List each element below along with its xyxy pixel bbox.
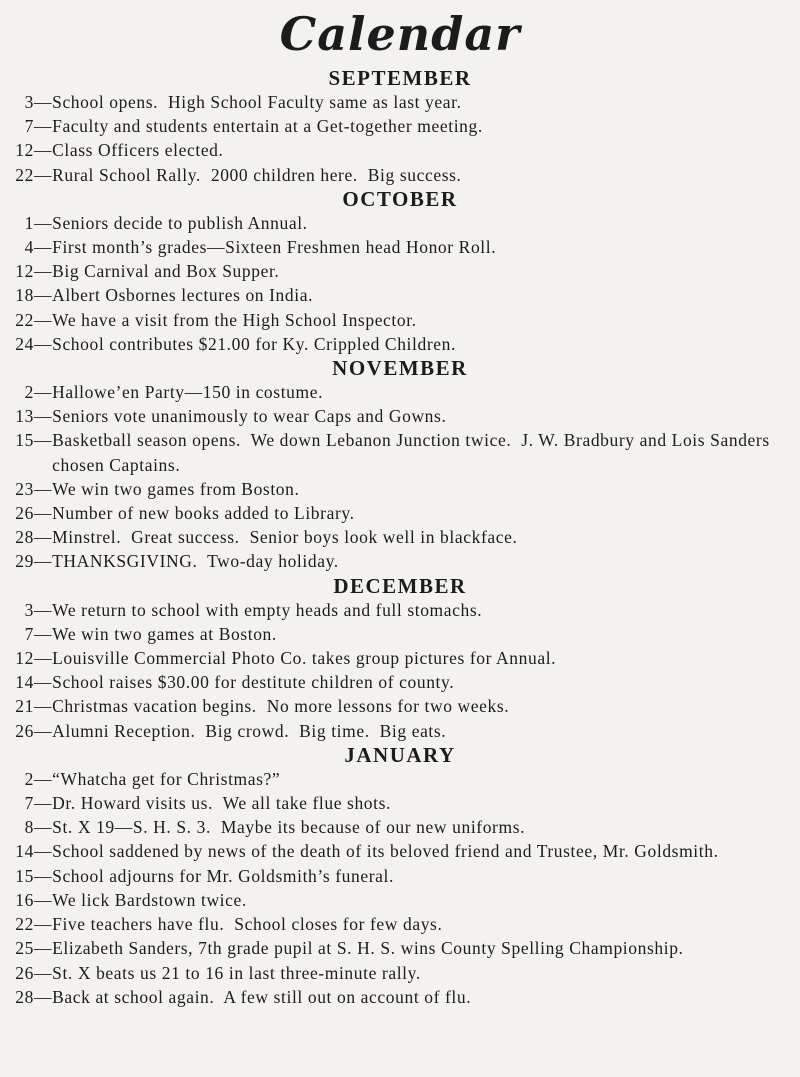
entry-dash: — — [34, 430, 53, 451]
entry-dash: — — [34, 768, 53, 789]
calendar-entry — [0, 936, 800, 960]
entry-text: We return to school with empty heads and full stomachs. — [52, 599, 483, 620]
entry-text: Elizabeth Sanders, 7th grade pupil at S. H. S. wins County Spelling Championship. — [52, 938, 684, 959]
entry-list — [0, 211, 800, 356]
entry-dash: — — [34, 938, 53, 959]
entry-list — [0, 767, 800, 1009]
entry-dash: — — [34, 648, 53, 669]
entry-day: 13 — [15, 406, 34, 427]
calendar-entry — [0, 694, 800, 718]
entry-text: School opens. High School Faculty same as last year. — [52, 92, 462, 112]
entry-text: We win two games at Boston. — [52, 623, 277, 644]
calendar-entry — [0, 767, 800, 791]
entry-day: 4 — [24, 237, 34, 258]
entry-dash: — — [34, 478, 53, 499]
entry-dash: — — [34, 140, 53, 161]
entry-day: 24 — [15, 333, 34, 354]
entry-day: 16 — [15, 889, 34, 910]
calendar-entry — [0, 283, 800, 307]
entry-day: 29 — [15, 551, 34, 572]
calendar-entry — [0, 308, 800, 332]
entry-dash: — — [34, 503, 53, 524]
entry-text: Basketball season opens. We down Lebanon Junction twice. J. W. Bradbury and Lois Sanders chosen Captains. — [52, 430, 775, 475]
entry-dash: — — [34, 551, 53, 572]
entry-day: 26 — [15, 720, 34, 741]
month-section-november — [0, 356, 800, 574]
entry-text: Alumni Reception. Big crowd. Big time. Big eats. — [52, 720, 447, 741]
entry-text: Seniors decide to publish Annual. — [52, 212, 308, 233]
calendar-entry — [0, 961, 800, 985]
calendar-entry — [0, 90, 800, 114]
entry-day: 21 — [15, 696, 34, 717]
entry-text: Hallowe’en Party—150 in costume. — [52, 382, 324, 403]
entry-dash: — — [34, 261, 53, 282]
calendar-entry — [0, 985, 800, 1009]
month-heading: JANUARY — [344, 742, 456, 767]
calendar-entry — [0, 235, 800, 259]
entry-dash: — — [34, 672, 53, 693]
entry-day: 18 — [15, 285, 34, 306]
entry-text: First month’s grades—Sixteen Freshmen head Honor Roll. — [52, 237, 497, 258]
entry-list — [0, 598, 800, 743]
entry-text: We have a visit from the High School Inspector. — [52, 309, 417, 330]
calendar-entry — [0, 646, 800, 670]
entry-text: School saddened by news of the death of its beloved friend and Trustee, Mr. Goldsmith. — [52, 841, 719, 862]
calendar-entry — [0, 815, 800, 839]
calendar-entry — [0, 163, 800, 187]
entry-day: 15 — [15, 430, 34, 451]
month-heading: OCTOBER — [342, 186, 458, 211]
entry-day: 1 — [24, 212, 34, 233]
entry-text: Seniors vote unanimously to wear Caps and Gowns. — [52, 406, 447, 427]
entry-list — [0, 380, 800, 574]
entry-day: 7 — [24, 116, 34, 137]
entry-day: 2 — [24, 382, 34, 403]
entry-text: St. X beats us 21 to 16 in last three-minute rally. — [52, 962, 421, 983]
calendar-entry — [0, 549, 800, 573]
calendar-entry — [0, 428, 800, 476]
entry-text: Faculty and students entertain at a Get-together meeting. — [52, 116, 483, 137]
month-section-october — [0, 187, 800, 356]
entry-dash: — — [34, 382, 53, 403]
entry-day: 15 — [15, 865, 34, 886]
page-title: Calendar — [279, 7, 521, 61]
entry-list — [0, 90, 800, 187]
entry-dash: — — [34, 527, 53, 548]
entry-day: 26 — [15, 503, 34, 524]
calendar-entry — [0, 839, 800, 863]
entry-text: St. X 19—S. H. S. 3. Maybe its because of our new uniforms. — [52, 817, 526, 838]
entry-dash: — — [34, 623, 53, 644]
entry-dash: — — [34, 865, 53, 886]
entry-day: 22 — [15, 309, 34, 330]
entry-text: Five teachers have flu. School closes for few days. — [52, 914, 443, 935]
calendar-entry — [0, 888, 800, 912]
entry-dash: — — [34, 92, 53, 112]
calendar-entry — [0, 259, 800, 283]
entry-dash: — — [34, 599, 53, 620]
entry-day: 14 — [15, 841, 34, 862]
entry-day: 28 — [15, 986, 34, 1007]
entry-text: Class Officers elected. — [52, 140, 224, 161]
calendar-entry — [0, 332, 800, 356]
entry-dash: — — [34, 962, 53, 983]
calendar-entry — [0, 525, 800, 549]
month-heading: DECEMBER — [333, 573, 467, 598]
entry-text: “Whatcha get for Christmas?” — [52, 768, 281, 789]
entry-text: School contributes $21.00 for Ky. Crippled Children. — [52, 333, 456, 354]
entry-day: 22 — [15, 164, 34, 185]
entry-text: We win two games from Boston. — [52, 478, 300, 499]
calendar-entry — [0, 380, 800, 404]
calendar-entry — [0, 912, 800, 936]
entry-dash: — — [34, 237, 53, 258]
entry-text: Minstrel. Great success. Senior boys look well in blackface. — [52, 527, 518, 548]
calendar-months — [0, 66, 800, 1009]
entry-dash: — — [34, 720, 53, 741]
calendar-entry — [0, 138, 800, 162]
entry-dash: — — [34, 212, 53, 233]
entry-day: 3 — [24, 599, 34, 620]
entry-dash: — — [34, 164, 53, 185]
entry-day: 26 — [15, 962, 34, 983]
calendar-entry — [0, 501, 800, 525]
entry-dash: — — [34, 914, 53, 935]
entry-day: 14 — [15, 672, 34, 693]
entry-text: Big Carnival and Box Supper. — [52, 261, 280, 282]
calendar-entry — [0, 114, 800, 138]
month-heading: NOVEMBER — [332, 356, 468, 381]
entry-dash: — — [34, 817, 53, 838]
entry-text: School adjourns for Mr. Goldsmith’s funeral. — [52, 865, 394, 886]
calendar-entry — [0, 864, 800, 888]
month-section-december — [0, 574, 800, 743]
entry-day: 7 — [24, 623, 34, 644]
entry-day: 23 — [15, 478, 34, 499]
entry-dash: — — [34, 986, 53, 1007]
calendar-entry — [0, 791, 800, 815]
month-section-january — [0, 743, 800, 1009]
entry-day: 7 — [24, 793, 34, 814]
entry-day: 25 — [15, 938, 34, 959]
calendar-entry — [0, 404, 800, 428]
entry-text: Back at school again. A few still out on account of flu. — [52, 986, 472, 1007]
entry-text: Rural School Rally. 2000 children here. Big success. — [52, 164, 462, 185]
entry-dash: — — [34, 793, 53, 814]
entry-dash: — — [34, 285, 53, 306]
entry-dash: — — [34, 309, 53, 330]
entry-text: Dr. Howard visits us. We all take flue shots. — [52, 793, 391, 814]
entry-text: School raises $30.00 for destitute children of county. — [52, 672, 455, 693]
entry-text: THANKSGIVING. Two-day holiday. — [52, 551, 339, 572]
calendar-entry — [0, 598, 800, 622]
entry-text: We lick Bardstown twice. — [52, 889, 247, 910]
entry-dash: — — [34, 406, 53, 427]
calendar-entry — [0, 622, 800, 646]
entry-day: 8 — [24, 817, 34, 838]
entry-dash: — — [34, 841, 53, 862]
calendar-entry — [0, 670, 800, 694]
entry-dash: — — [34, 696, 53, 717]
entry-day: 22 — [15, 914, 34, 935]
entry-day: 12 — [15, 261, 34, 282]
entry-day: 12 — [15, 648, 34, 669]
entry-text: Number of new books added to Library. — [52, 503, 355, 524]
entry-dash: — — [34, 333, 53, 354]
entry-text: Christmas vacation begins. No more lessons for two weeks. — [52, 696, 510, 717]
entry-day: 3 — [24, 92, 34, 112]
calendar-entry — [0, 719, 800, 743]
entry-day: 28 — [15, 527, 34, 548]
month-section-september — [0, 66, 800, 187]
month-heading: SEPTEMBER — [328, 66, 472, 90]
calendar-entry — [0, 477, 800, 501]
calendar-entry — [0, 211, 800, 235]
entry-dash: — — [34, 889, 53, 910]
entry-day: 12 — [15, 140, 34, 161]
entry-text: Louisville Commercial Photo Co. takes group pictures for Annual. — [52, 648, 557, 669]
entry-dash: — — [34, 116, 53, 137]
entry-text: Albert Osbornes lectures on India. — [52, 285, 314, 306]
entry-day: 2 — [24, 768, 34, 789]
